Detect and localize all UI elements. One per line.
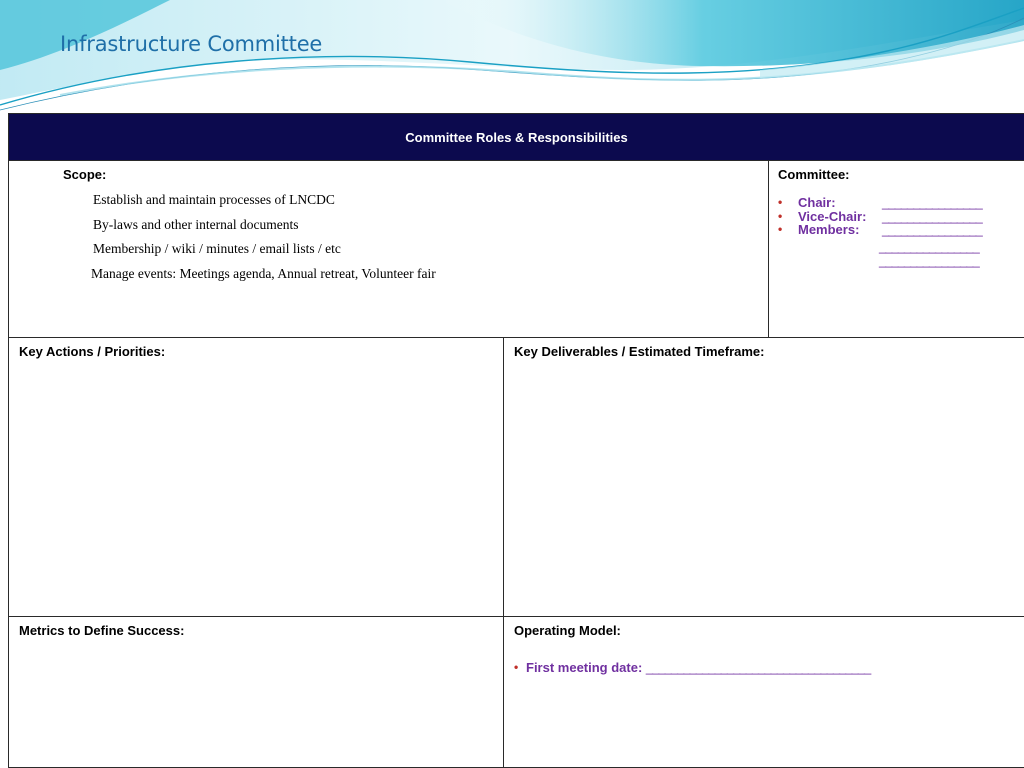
table-header: Committee Roles & Responsibilities [9, 114, 1024, 161]
committee-cell [769, 161, 1024, 338]
first-meeting-line [514, 660, 1024, 675]
scope-item: Manage events: Meetings agenda, Annual retreat, Volunteer fair [91, 265, 436, 281]
operating-model-label: Operating Model: [514, 623, 621, 638]
roles-table [8, 113, 1024, 768]
metrics-label: Metrics to Define Success: [19, 623, 185, 638]
member-blank: ________________ [882, 195, 982, 210]
member-row-chair [778, 195, 1024, 209]
member-role: Vice-Chair: [798, 208, 867, 224]
bullet-icon: • [778, 208, 783, 223]
bullet-icon: • [514, 660, 519, 674]
member-row-members [778, 222, 1024, 236]
metrics-cell [9, 617, 504, 768]
member-blank: ________________ [882, 208, 982, 224]
member-blank: ________________ [879, 252, 979, 268]
extra-member-blanks [879, 239, 1024, 267]
header-wave-graphic [0, 0, 1024, 115]
first-meeting-label: First meeting date: [526, 660, 643, 675]
key-deliverables-label: Key Deliverables / Estimated Timeframe: [514, 344, 765, 359]
member-blank: ________________ [882, 222, 982, 237]
member-blank: ________________ [879, 238, 979, 254]
committee-label: Committee: [778, 167, 850, 182]
key-actions-cell [9, 338, 504, 617]
member-role: Chair: [798, 195, 836, 210]
key-deliverables-cell [504, 338, 1024, 617]
first-meeting-blank: ____________________________________ [645, 660, 871, 675]
scope-item: Membership / wiki / minutes / email lists / etc [93, 241, 341, 256]
scope-cell [9, 161, 769, 338]
member-list [778, 195, 1024, 236]
member-role: Members: [798, 222, 860, 237]
operating-model-cell [504, 617, 1024, 768]
scope-item: By-laws and other internal documents [93, 216, 299, 232]
member-row-vice-chair [778, 209, 1024, 223]
bullet-icon: • [778, 222, 783, 236]
key-actions-label: Key Actions / Priorities: [19, 344, 166, 359]
slide-title: Infrastructure Committee [60, 32, 323, 56]
scope-item: Establish and maintain processes of LNCDC [93, 192, 335, 207]
scope-label: Scope: [63, 167, 107, 182]
bullet-icon: • [778, 195, 783, 209]
scope-list [93, 192, 436, 290]
